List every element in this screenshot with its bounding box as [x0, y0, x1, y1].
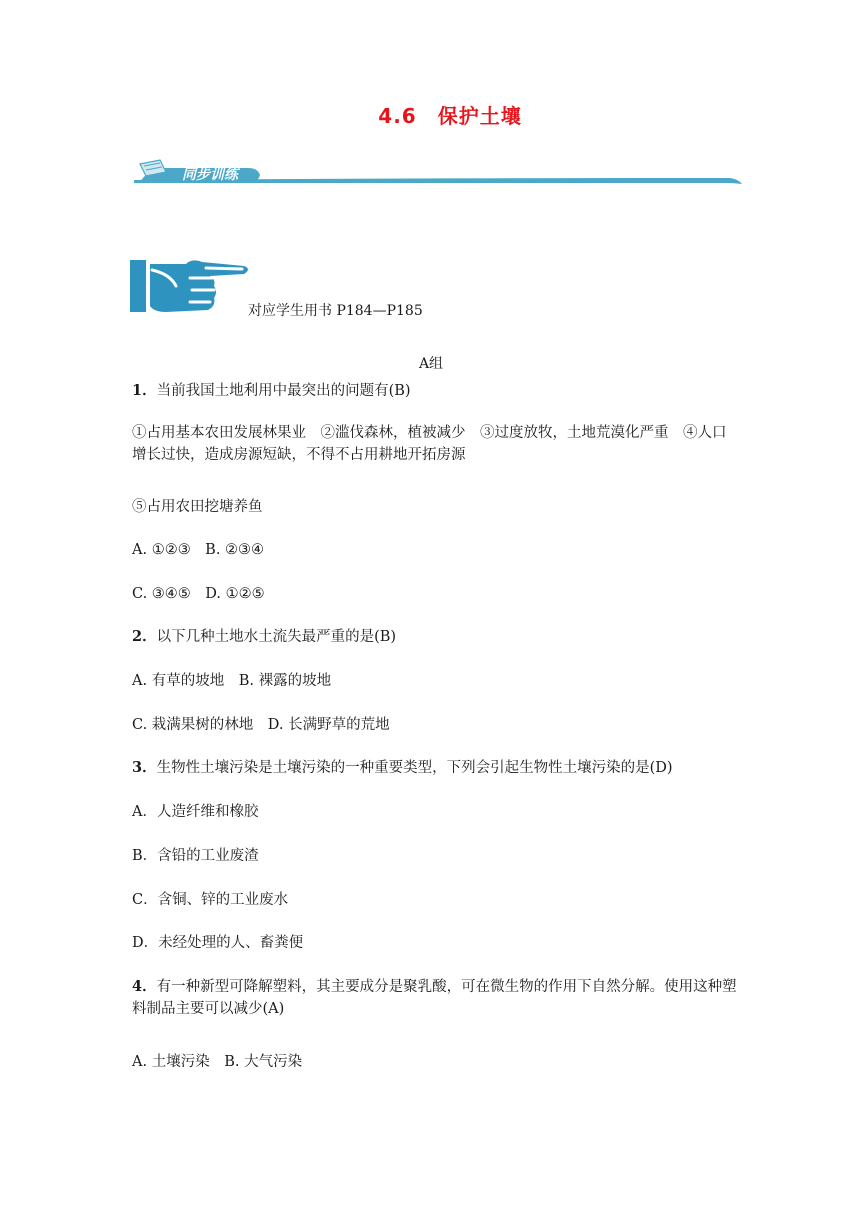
question-line	[132, 422, 727, 444]
question-line	[132, 583, 265, 605]
line-text: 增长过快，造成房源短缺，不得不占用耕地开拓房源	[132, 447, 466, 463]
question-number: 1．	[132, 382, 157, 399]
line-text: C. 栽满果树的林地 D. 长满野草的荒地	[132, 717, 390, 733]
line-text: D．未经处理的人、畜粪便	[132, 935, 304, 951]
line-text: A. ①②③ B. ②③④	[132, 542, 265, 558]
question-stem	[132, 976, 737, 998]
question-number: 3．	[132, 759, 157, 776]
line-text: 料制品主要可以减少(A)	[132, 1001, 285, 1017]
question-line	[132, 1051, 302, 1073]
question-line	[132, 889, 288, 911]
question-line	[132, 932, 303, 954]
banner-label: 同步训练	[182, 167, 238, 183]
question-number: 4．	[132, 978, 157, 995]
pointing-hand-icon	[130, 256, 252, 316]
question-line	[132, 998, 284, 1020]
line-text: ①占用基本农田发展林果业 ②滥伐森林，植被减少 ③过度放牧，土地荒漠化严重 ④人口	[132, 425, 727, 441]
line-text: C．含铜、锌的工业废水	[132, 892, 289, 908]
line-text: 生物性土壤污染是土壤污染的一种重要类型，下列会引起生物性土壤污染的是(D)	[156, 760, 673, 776]
line-text: A．人造纤维和橡胶	[132, 804, 259, 820]
question-stem	[132, 380, 411, 402]
line-text: 有一种新型可降解塑料，其主要成分是聚乳酸，可在微生物的作用下自然分解。使用这种塑	[156, 979, 737, 995]
question-line	[132, 444, 466, 466]
question-line	[132, 845, 259, 867]
question-line	[132, 539, 264, 561]
line-text: A. 有草的坡地 B. 裸露的坡地	[132, 673, 332, 689]
group-label: A组	[418, 356, 444, 372]
question-line	[132, 670, 331, 692]
page-title: 4.6 保护土壤	[378, 104, 522, 128]
question-line	[132, 496, 263, 518]
line-text: 当前我国土地利用中最突出的问题有(B)	[156, 383, 411, 399]
question-stem	[132, 757, 673, 779]
line-text: 以下几种土地水土流失最严重的是(B)	[156, 629, 397, 645]
line-text: C. ③④⑤ D. ①②⑤	[132, 586, 265, 602]
question-number: 2．	[132, 628, 157, 645]
question-line	[132, 801, 258, 823]
line-text: ⑤占用农田挖塘养鱼	[132, 499, 263, 515]
line-text: B．含铅的工业废渣	[132, 848, 259, 864]
line-text: A. 土壤污染 B. 大气污染	[132, 1054, 303, 1070]
section-banner	[130, 158, 742, 188]
textbook-page-reference: 对应学生用书 P184—P185	[248, 303, 423, 319]
question-stem	[132, 626, 396, 648]
question-line	[132, 714, 390, 736]
